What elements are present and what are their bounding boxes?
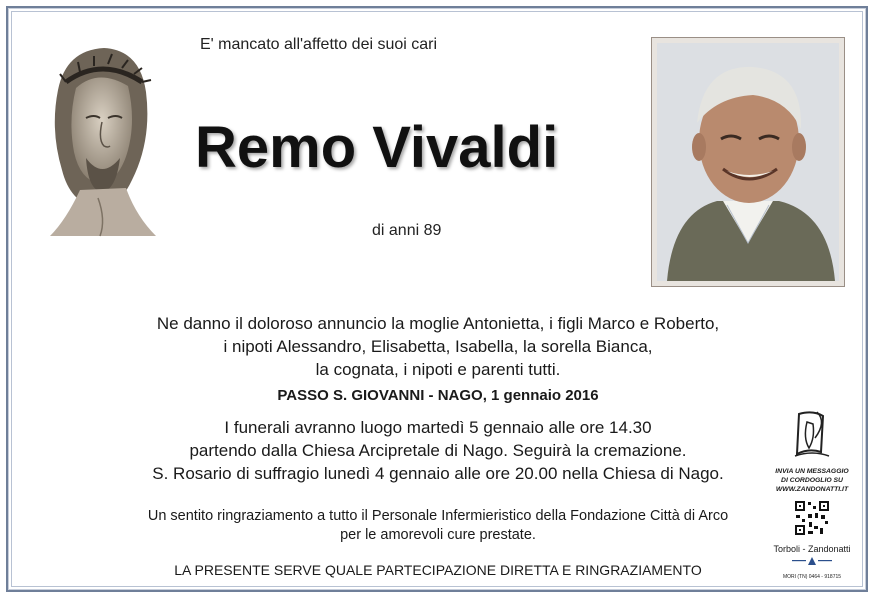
announcement-line: i nipoti Alessandro, Elisabetta, Isabella, la sorella Bianca, [223,337,653,356]
thanks-line: Un sentito ringraziamento a tutto il Personale Infermieristico della Fondazione Città di Arco [147,508,729,524]
announcement-line: Ne danno il doloroso annuncio la moglie Antonietta, i figli Marco e Roberto, [156,314,720,333]
funeral-home-phone: MORI (TN) 0464 - 918715 [782,574,842,580]
condolence-block [772,408,852,580]
deceased-name: Remo Vivaldi [195,115,559,180]
portrait-photo [651,37,845,287]
funeral-line: partendo dalla Chiesa Arcipretale di Nago. Seguirà la cremazione. [189,441,687,460]
funeral-line: S. Rosario di suffragio lunedì 4 gennaio alle ore 20.00 nella Chiesa di Nago. [152,464,724,483]
quill-letter-logo-icon [787,408,837,460]
funeral-block [100,416,776,485]
christ-crown-of-thorns-drawing [36,30,166,240]
footer-text: LA PRESENTE SERVE QUALE PARTECIPAZIONE DIRETTA E RINGRAZIAMENTO [174,562,702,578]
condolence-message[interactable] [772,467,852,494]
condolence-website-link[interactable]: WWW.ZANDONATTI.IT [775,486,849,493]
deceased-age: di anni 89 [372,222,442,239]
condolence-message-line: INVIA UN MESSAGGIO [775,468,849,475]
intro-text: E' mancato all'affetto dei suoi cari [200,36,438,53]
place-date: PASSO S. GIOVANNI - NAGO, 1 gennaio 2016 [277,387,599,404]
announcement-block [100,312,776,381]
announcement-line: la cognata, i nipoti e parenti tutti. [315,360,561,379]
condolence-message-line: DI CORDOGLIO SU [781,477,843,484]
zandonatti-logo-icon [792,555,832,567]
thanks-line: per le amorevoli cure prestate. [340,527,536,543]
funeral-home-name: Torboli - Zandonatti [773,544,851,554]
thanks-block [100,507,776,545]
qr-code-icon[interactable] [794,500,830,536]
funeral-line: I funerali avranno luogo martedì 5 gennaio alle ore 14.30 [224,418,652,437]
